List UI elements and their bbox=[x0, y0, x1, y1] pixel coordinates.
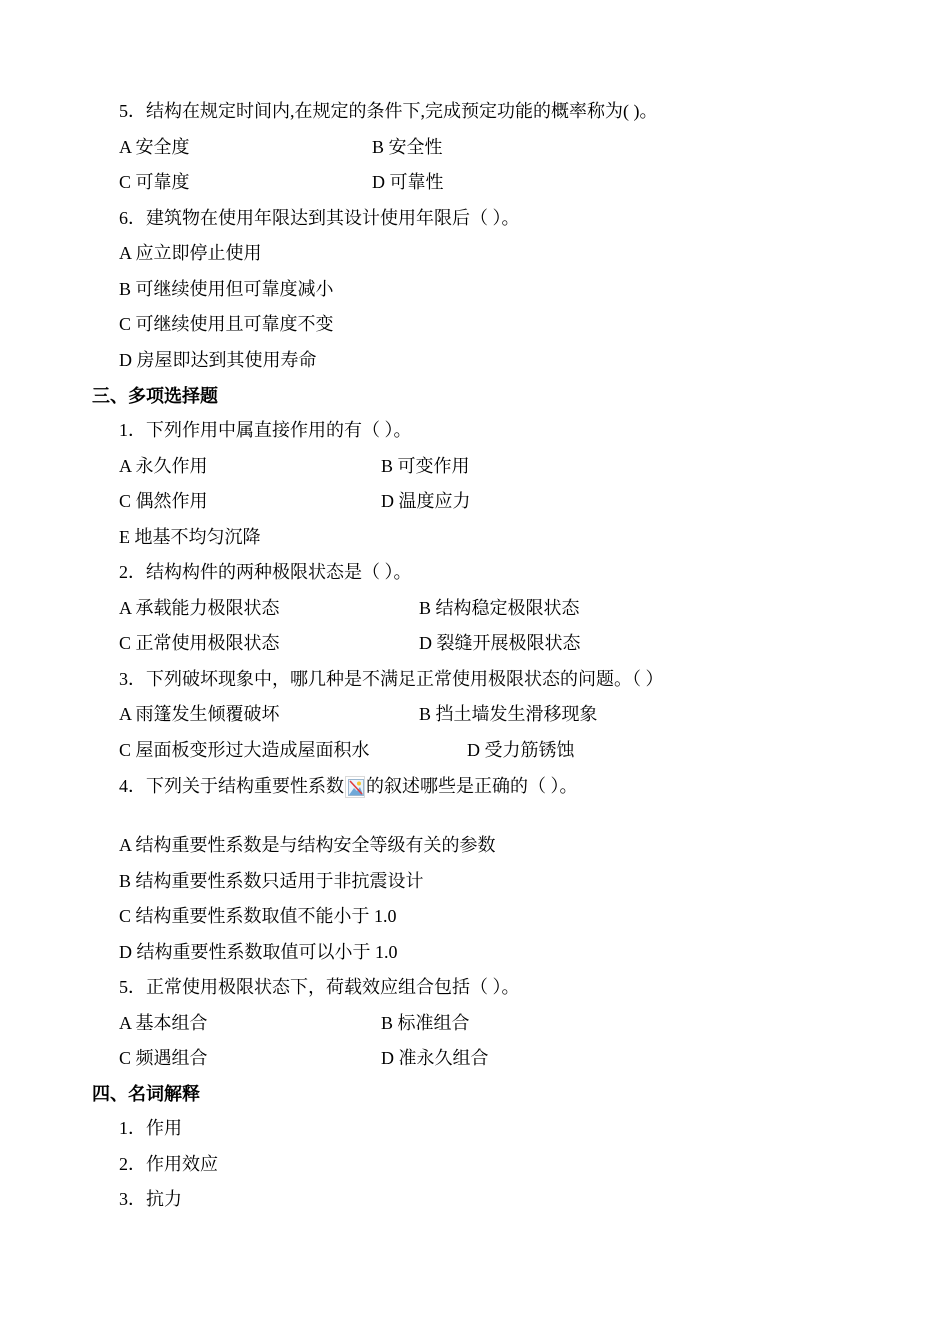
option-d: D 结构重要性系数取值可以小于 1.0 bbox=[119, 942, 398, 962]
question-5: 5．结构在规定时间内,在规定的条件下,完成预定功能的概率称为( )。 bbox=[119, 101, 658, 121]
section-heading-term-definitions: 四、名词解释 bbox=[92, 1084, 200, 1104]
question-3: 3．下列破坏现象中，哪几种是不满足正常使用极限状态的问题。（ ） bbox=[119, 669, 664, 689]
option-c: C 频遇组合 bbox=[119, 1048, 208, 1068]
section-heading-multiple-choice: 三、多项选择题 bbox=[92, 386, 218, 406]
question-6: 6．建筑物在使用年限达到其设计使用年限后（ ）。 bbox=[119, 208, 520, 228]
option-a: A 结构重要性系数是与结构安全等级有关的参数 bbox=[119, 835, 496, 855]
option-e: E 地基不均匀沉降 bbox=[119, 527, 261, 547]
option-c: C 结构重要性系数取值不能小于 1.0 bbox=[119, 906, 397, 926]
question-5: 5．正常使用极限状态下，荷载效应组合包括（ ）。 bbox=[119, 977, 520, 997]
option-a: A 安全度 bbox=[119, 137, 190, 157]
question-4-text-end: 的叙述哪些是正确的（ ）。 bbox=[366, 776, 578, 796]
question-4-text-start: 4．下列关于结构重要性系数 bbox=[119, 776, 344, 796]
question-4 bbox=[119, 773, 578, 799]
option-d: D 温度应力 bbox=[381, 491, 471, 511]
option-c: C 偶然作用 bbox=[119, 491, 208, 511]
option-b: B 结构重要性系数只适用于非抗震设计 bbox=[119, 871, 424, 891]
option-d: D 可靠性 bbox=[372, 172, 444, 192]
option-a: A 应立即停止使用 bbox=[119, 243, 262, 263]
broken-image-icon bbox=[345, 776, 365, 798]
term-1: 1．作用 bbox=[119, 1118, 182, 1138]
option-a: A 雨篷发生倾覆破坏 bbox=[119, 704, 280, 724]
option-c: C 正常使用极限状态 bbox=[119, 633, 280, 653]
option-c: C 屋面板变形过大造成屋面积水 bbox=[119, 740, 370, 760]
option-d: D 裂缝开展极限状态 bbox=[419, 633, 581, 653]
option-b: B 安全性 bbox=[372, 137, 443, 157]
option-b: B 挡土墙发生滑移现象 bbox=[419, 704, 598, 724]
option-b: B 结构稳定极限状态 bbox=[419, 598, 580, 618]
option-c: C 可靠度 bbox=[119, 172, 190, 192]
option-a: A 永久作用 bbox=[119, 456, 208, 476]
option-c: C 可继续使用且可靠度不变 bbox=[119, 314, 334, 334]
question-1: 1．下列作用中属直接作用的有（ ）。 bbox=[119, 420, 412, 440]
option-a: A 基本组合 bbox=[119, 1013, 208, 1033]
option-d: D 房屋即达到其使用寿命 bbox=[119, 350, 317, 370]
option-b: B 可继续使用但可靠度减小 bbox=[119, 279, 334, 299]
term-2: 2．作用效应 bbox=[119, 1154, 218, 1174]
question-2: 2．结构构件的两种极限状态是（ ）。 bbox=[119, 562, 412, 582]
option-b: B 可变作用 bbox=[381, 456, 470, 476]
option-d: D 准永久组合 bbox=[381, 1048, 489, 1068]
option-a: A 承载能力极限状态 bbox=[119, 598, 280, 618]
option-b: B 标准组合 bbox=[381, 1013, 470, 1033]
option-d: D 受力筋锈蚀 bbox=[467, 740, 575, 760]
term-3: 3．抗力 bbox=[119, 1189, 182, 1209]
